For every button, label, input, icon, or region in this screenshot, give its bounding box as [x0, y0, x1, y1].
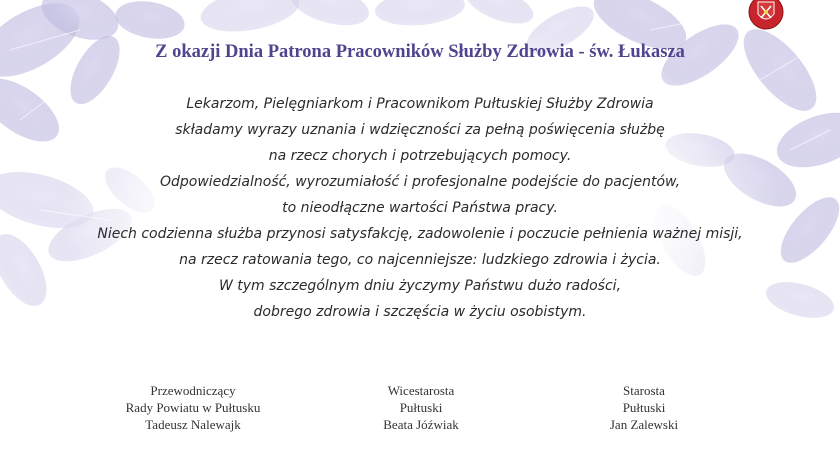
greeting-line: Niech codzienna służba przynosi satysfakcję, zadowolenie i poczucie pełnienia ważnej misji, [97, 226, 743, 242]
signature-role: Starosta [623, 383, 665, 398]
greeting-line: składamy wyrazy uznania i wdzięczności za pełną poświęcenia służbę [175, 122, 665, 138]
greeting-line: dobrego zdrowia i szczęścia w życiu osobistym. [253, 304, 587, 320]
signature-role: Wicestarosta [387, 383, 455, 398]
greeting-line: na rzecz ratowania tego, co najcenniejsze: ludzkiego zdrowia i życia. [179, 252, 661, 268]
signature-org: Pułtuski [622, 400, 666, 415]
signature-name: Tadeusz Nalewajk [145, 417, 241, 432]
county-coat-of-arms-icon [748, 0, 784, 30]
signature-role: Przewodniczący [150, 383, 236, 398]
page-title: Z okazji Dnia Patrona Pracowników Służby Zdrowia - św. Łukasza [155, 42, 685, 62]
greeting-line: na rzecz chorych i potrzebujących pomocy. [268, 148, 572, 164]
signature-name: Jan Zalewski [609, 417, 679, 432]
greeting-line: Lekarzom, Pielęgniarkom i Pracownikom Pułtuskiej Służby Zdrowia [186, 96, 654, 112]
signature-starost [524, 382, 764, 433]
greeting-line: to nieodłączne wartości Państwa pracy. [282, 200, 558, 216]
signature-vice-starost [301, 382, 541, 433]
greeting-line: W tym szczególnym dniu życzymy Państwu dużo radości, [218, 278, 622, 294]
signature-org: Rady Powiatu w Pułtusku [125, 400, 261, 415]
greeting-line: Odpowiedzialność, wyrozumiałość i profesjonalne podejście do pacjentów, [159, 174, 681, 190]
signature-name: Beata Jóźwiak [383, 417, 459, 432]
signature-org: Pułtuski [399, 400, 443, 415]
signature-council-chairman [73, 382, 313, 433]
greeting-text [0, 91, 840, 325]
